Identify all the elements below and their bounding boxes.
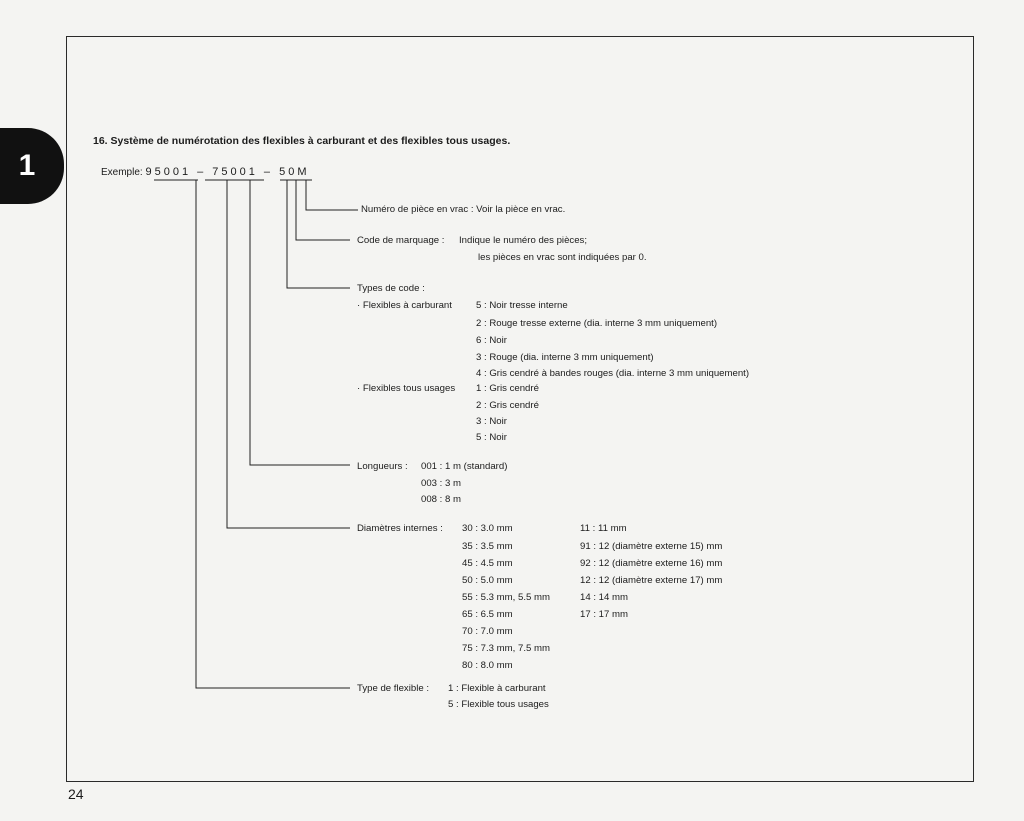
hose-type-item: 1 : Flexible à carburant bbox=[448, 683, 546, 694]
diameter-item: 75 : 7.3 mm, 7.5 mm bbox=[462, 643, 550, 654]
diameter-item: 50 : 5.0 mm bbox=[462, 575, 513, 586]
hose-type-label: Type de flexible : bbox=[357, 683, 429, 694]
marking-line-2: les pièces en vrac sont indiquées par 0. bbox=[478, 252, 647, 263]
hose-type-item: 5 : Flexible tous usages bbox=[448, 699, 549, 710]
example-code: 95001 – 75001 – 50M bbox=[145, 166, 310, 178]
diameter-item: 11 : 11 mm bbox=[580, 523, 627, 534]
connector-diameters bbox=[227, 180, 350, 528]
types-label: Types de code : bbox=[357, 283, 425, 294]
diameter-item: 91 : 12 (diamètre externe 15) mm bbox=[580, 541, 723, 552]
diameter-item: 17 : 17 mm bbox=[580, 609, 628, 620]
diameter-item: 35 : 3.5 mm bbox=[462, 541, 513, 552]
chapter-tab: 1 bbox=[0, 128, 64, 204]
fuel-item: 6 : Noir bbox=[476, 335, 507, 346]
types-general-label: · Flexibles tous usages bbox=[357, 383, 456, 394]
diameter-item: 92 : 12 (diamètre externe 16) mm bbox=[580, 558, 723, 569]
diameter-item: 30 : 3.0 mm bbox=[462, 523, 513, 534]
fuel-item: 5 : Noir tresse interne bbox=[476, 300, 568, 311]
marking-line-1: Indique le numéro des pièces; bbox=[459, 235, 587, 246]
diameter-item: 70 : 7.0 mm bbox=[462, 626, 513, 637]
fuel-item: 3 : Rouge (dia. interne 3 mm uniquement) bbox=[476, 352, 654, 363]
diameter-item: 65 : 6.5 mm bbox=[462, 609, 513, 620]
section-title: 16. Système de numérotation des flexibles à carburant et des flexibles tous usages. bbox=[93, 135, 511, 147]
length-item: 008 : 8 m bbox=[421, 494, 461, 505]
connector-bulk bbox=[306, 180, 358, 210]
length-item: 001 : 1 m (standard) bbox=[421, 461, 508, 472]
fuel-item: 4 : Gris cendré à bandes rouges (dia. interne 3 mm uniquement) bbox=[476, 368, 750, 379]
diameters-label: Diamètres internes : bbox=[357, 523, 443, 534]
page-number: 24 bbox=[68, 786, 84, 802]
types-fuel-label: · Flexibles à carburant bbox=[357, 300, 452, 311]
general-item: 3 : Noir bbox=[476, 416, 507, 427]
general-item: 5 : Noir bbox=[476, 432, 507, 443]
diameter-item: 55 : 5.3 mm, 5.5 mm bbox=[462, 592, 550, 603]
diameter-item: 14 : 14 mm bbox=[580, 592, 628, 603]
diameter-item: 45 : 4.5 mm bbox=[462, 558, 513, 569]
connector-hose-type bbox=[196, 180, 350, 688]
fuel-item: 2 : Rouge tresse externe (dia. interne 3 mm uniquement) bbox=[476, 318, 718, 329]
marking-label: Code de marquage : bbox=[357, 235, 445, 246]
length-item: 003 : 3 m bbox=[421, 478, 461, 489]
general-item: 2 : Gris cendré bbox=[476, 400, 539, 411]
diameter-item: 12 : 12 (diamètre externe 17) mm bbox=[580, 575, 723, 586]
bulk-part-text: Numéro de pièce en vrac : Voir la pièce en vrac. bbox=[361, 204, 566, 215]
example-label: Exemple: bbox=[101, 167, 143, 178]
general-item: 1 : Gris cendré bbox=[476, 383, 539, 394]
diameter-item: 80 : 8.0 mm bbox=[462, 660, 513, 671]
connector-lengths bbox=[250, 180, 350, 465]
lengths-label: Longueurs : bbox=[357, 461, 408, 472]
